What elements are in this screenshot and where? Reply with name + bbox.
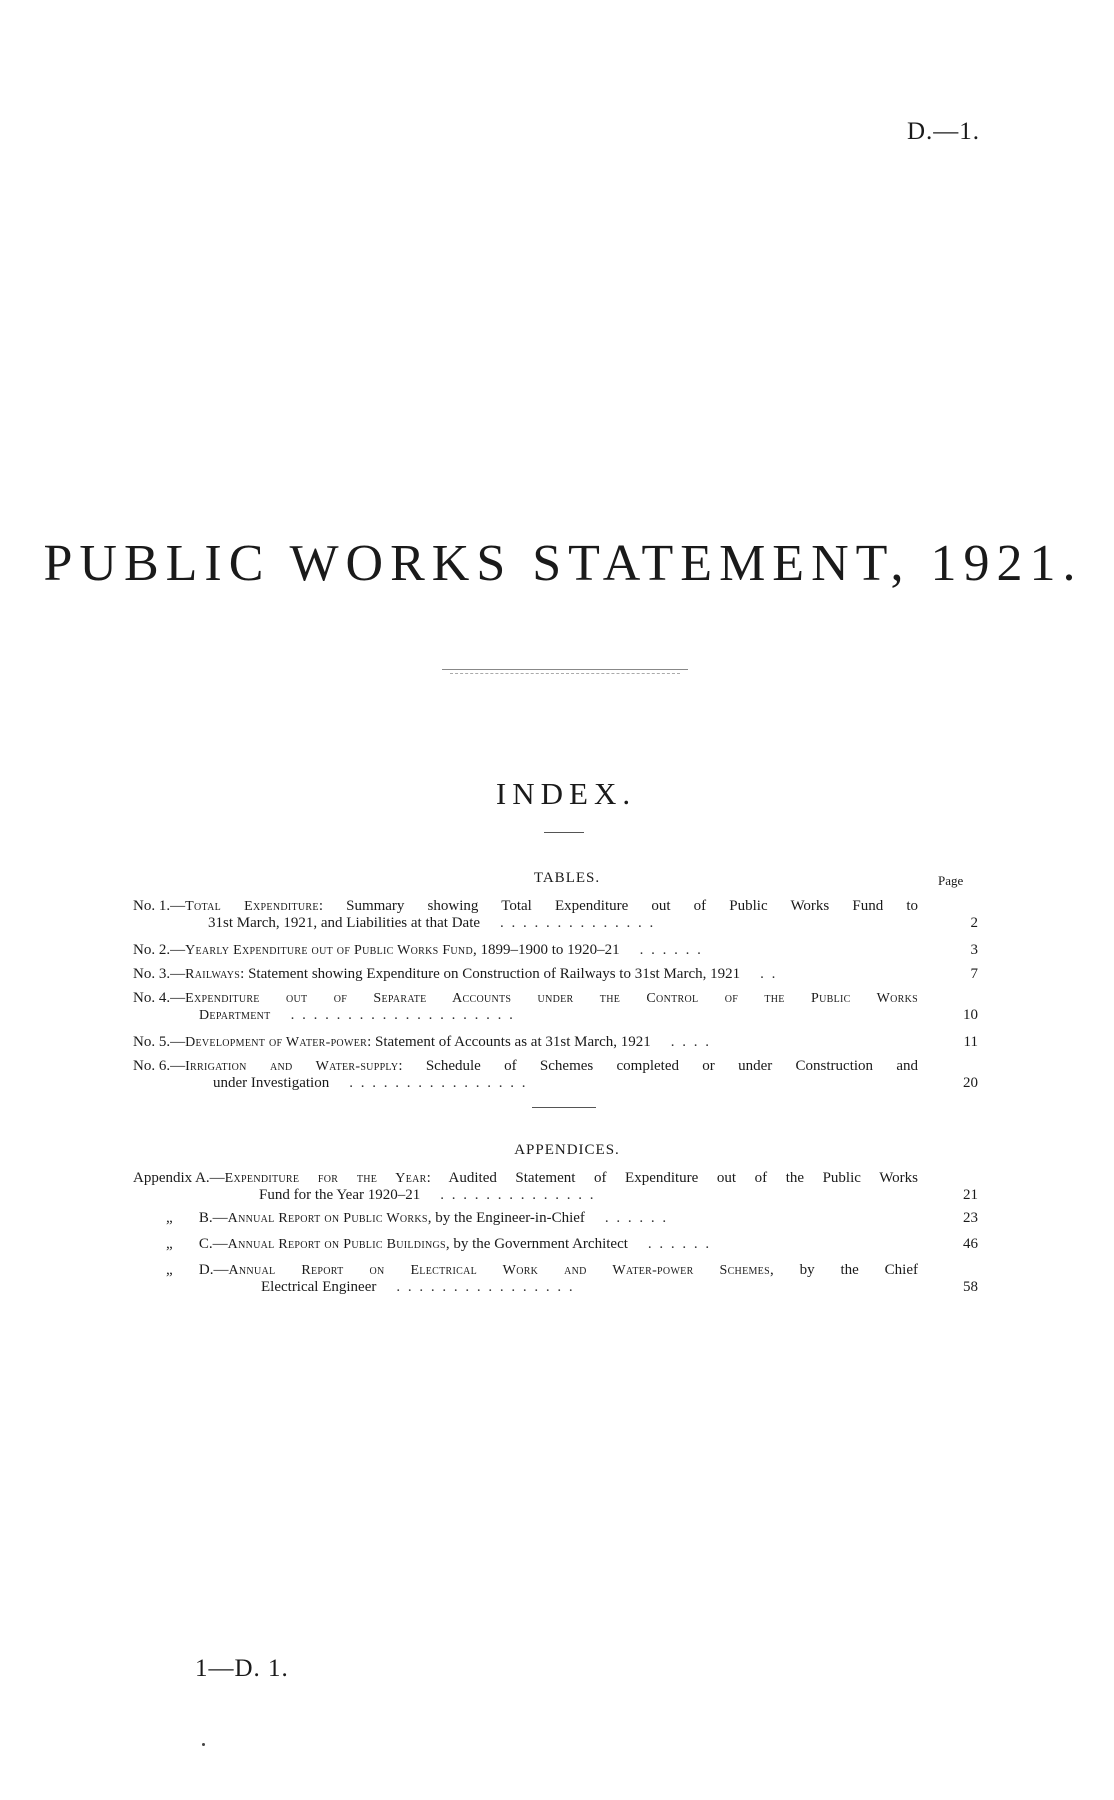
entry-number: No. 4.— bbox=[133, 990, 186, 1006]
entry-text: , by the Government Architect bbox=[445, 1236, 628, 1252]
table-entry-3 bbox=[133, 966, 978, 983]
table-entry-1 bbox=[133, 898, 978, 931]
dot-leader: . . . . . . . . . . . . . . . . bbox=[396, 1279, 575, 1295]
entry-title: Irrigation and Water-supply bbox=[185, 1059, 399, 1074]
tables-heading: TABLES. bbox=[533, 870, 601, 886]
table-entry-6 bbox=[133, 1058, 978, 1091]
appendices-heading: APPENDICES. bbox=[514, 1142, 620, 1158]
table-entry-5 bbox=[133, 1034, 978, 1051]
entry-page: 3 bbox=[970, 942, 978, 958]
title-divider bbox=[442, 669, 688, 670]
entry-number: „ B.— bbox=[166, 1210, 228, 1226]
table-entry-4 bbox=[133, 990, 978, 1024]
entry-text: , by the Engineer-in-Chief bbox=[427, 1210, 585, 1226]
entry-text-continued: Fund for the Year 1920–21 bbox=[259, 1187, 421, 1203]
dot-leader: . . . . . . bbox=[639, 942, 703, 958]
entry-number: „ D.— bbox=[166, 1262, 229, 1278]
entry-title: Expenditure out of Separate Accounts under the Control of the Public Works bbox=[185, 991, 918, 1006]
entry-page: 7 bbox=[970, 966, 978, 982]
dot-leader: . . . . . . bbox=[604, 1210, 669, 1226]
index-divider bbox=[544, 832, 584, 833]
entry-page: 2 bbox=[970, 915, 978, 931]
entry-title-continued: Department bbox=[199, 1008, 271, 1023]
sheet-reference: 1—D. 1. bbox=[195, 1655, 289, 1682]
title-divider-dashed bbox=[450, 673, 680, 674]
entry-page: 10 bbox=[963, 1007, 978, 1023]
ink-speck bbox=[202, 1743, 205, 1746]
appendix-entry-d bbox=[133, 1262, 978, 1295]
entry-text: : Statement showing Expenditure on Construction of Railways to 31st March, 1921 bbox=[240, 966, 741, 982]
dot-leader: . . . . . . . . . . . . . . bbox=[440, 1187, 596, 1203]
entry-page: 11 bbox=[963, 1034, 978, 1050]
entry-page: 21 bbox=[963, 1187, 978, 1203]
entry-number: „ C.— bbox=[166, 1236, 228, 1252]
entry-number: No. 2.— bbox=[133, 942, 186, 958]
dot-leader: . . . . . . . . . . . . . . bbox=[500, 915, 656, 931]
entry-title: Annual Report on Public Works bbox=[227, 1211, 428, 1226]
entry-text: : Statement of Accounts as at 31st March, 1921 bbox=[367, 1034, 651, 1050]
entry-text: : Summary showing Total Expenditure out of Public Works Fund to bbox=[318, 898, 918, 914]
entry-title: Annual Report on Public Buildings bbox=[227, 1237, 446, 1252]
dot-leader: . . bbox=[760, 966, 778, 982]
appendix-entry-a bbox=[133, 1170, 978, 1203]
page-title: PUBLIC WORKS STATEMENT, 1921. bbox=[43, 535, 1083, 592]
dot-leader: . . . . . . bbox=[647, 1236, 712, 1252]
entry-number: No. 3.— bbox=[133, 966, 186, 982]
entry-title: Annual Report on Electrical Work and Water-power Schemes bbox=[228, 1263, 770, 1278]
table-entry-2 bbox=[133, 942, 978, 959]
entry-title: Expenditure for the Year bbox=[224, 1171, 427, 1186]
page-column-heading: Page bbox=[938, 873, 964, 888]
appendix-entry-c bbox=[133, 1236, 978, 1253]
entry-page: 58 bbox=[963, 1279, 978, 1295]
entry-number: No. 1.— bbox=[133, 898, 186, 914]
dot-leader: . . . . . . . . . . . . . . . . bbox=[349, 1075, 528, 1091]
entry-text-continued: 31st March, 1921, and Liabilities at that Date bbox=[208, 915, 481, 931]
entry-text: , 1899–1900 to 1920–21 bbox=[472, 942, 620, 958]
document-reference: D.—1. bbox=[906, 118, 980, 145]
entry-description bbox=[185, 990, 918, 1007]
entry-description bbox=[185, 1058, 918, 1075]
entry-text: : Audited Statement of Expenditure out of the Public Works bbox=[426, 1170, 918, 1186]
entry-text-continued: Electrical Engineer bbox=[261, 1279, 377, 1295]
entry-number: Appendix A.— bbox=[133, 1170, 225, 1186]
entry-title: Railways bbox=[185, 967, 241, 982]
dot-leader: . . . . . . . . . . . . . . . . . . . . bbox=[290, 1007, 515, 1023]
dot-leader: . . . . bbox=[670, 1034, 712, 1050]
entry-number: No. 5.— bbox=[133, 1034, 186, 1050]
entry-number: No. 6.— bbox=[133, 1058, 186, 1074]
entry-title: Development of Water-power bbox=[185, 1035, 368, 1050]
entry-text: , by the Chief bbox=[769, 1262, 919, 1278]
entry-title: Total Expenditure bbox=[185, 899, 319, 914]
entry-description bbox=[225, 1170, 918, 1187]
entry-title: Yearly Expenditure out of Public Works Fund bbox=[185, 943, 473, 958]
section-divider bbox=[532, 1107, 596, 1108]
entry-page: 46 bbox=[963, 1236, 978, 1252]
index-heading: INDEX. bbox=[495, 776, 637, 811]
entry-text-continued: under Investigation bbox=[213, 1075, 330, 1091]
entry-page: 23 bbox=[963, 1210, 978, 1226]
entry-text: : Schedule of Schemes completed or under Construction and bbox=[398, 1058, 918, 1074]
entry-page: 20 bbox=[963, 1075, 978, 1091]
appendix-entry-b bbox=[133, 1210, 978, 1227]
entry-description bbox=[229, 1262, 919, 1279]
entry-description bbox=[185, 898, 918, 915]
